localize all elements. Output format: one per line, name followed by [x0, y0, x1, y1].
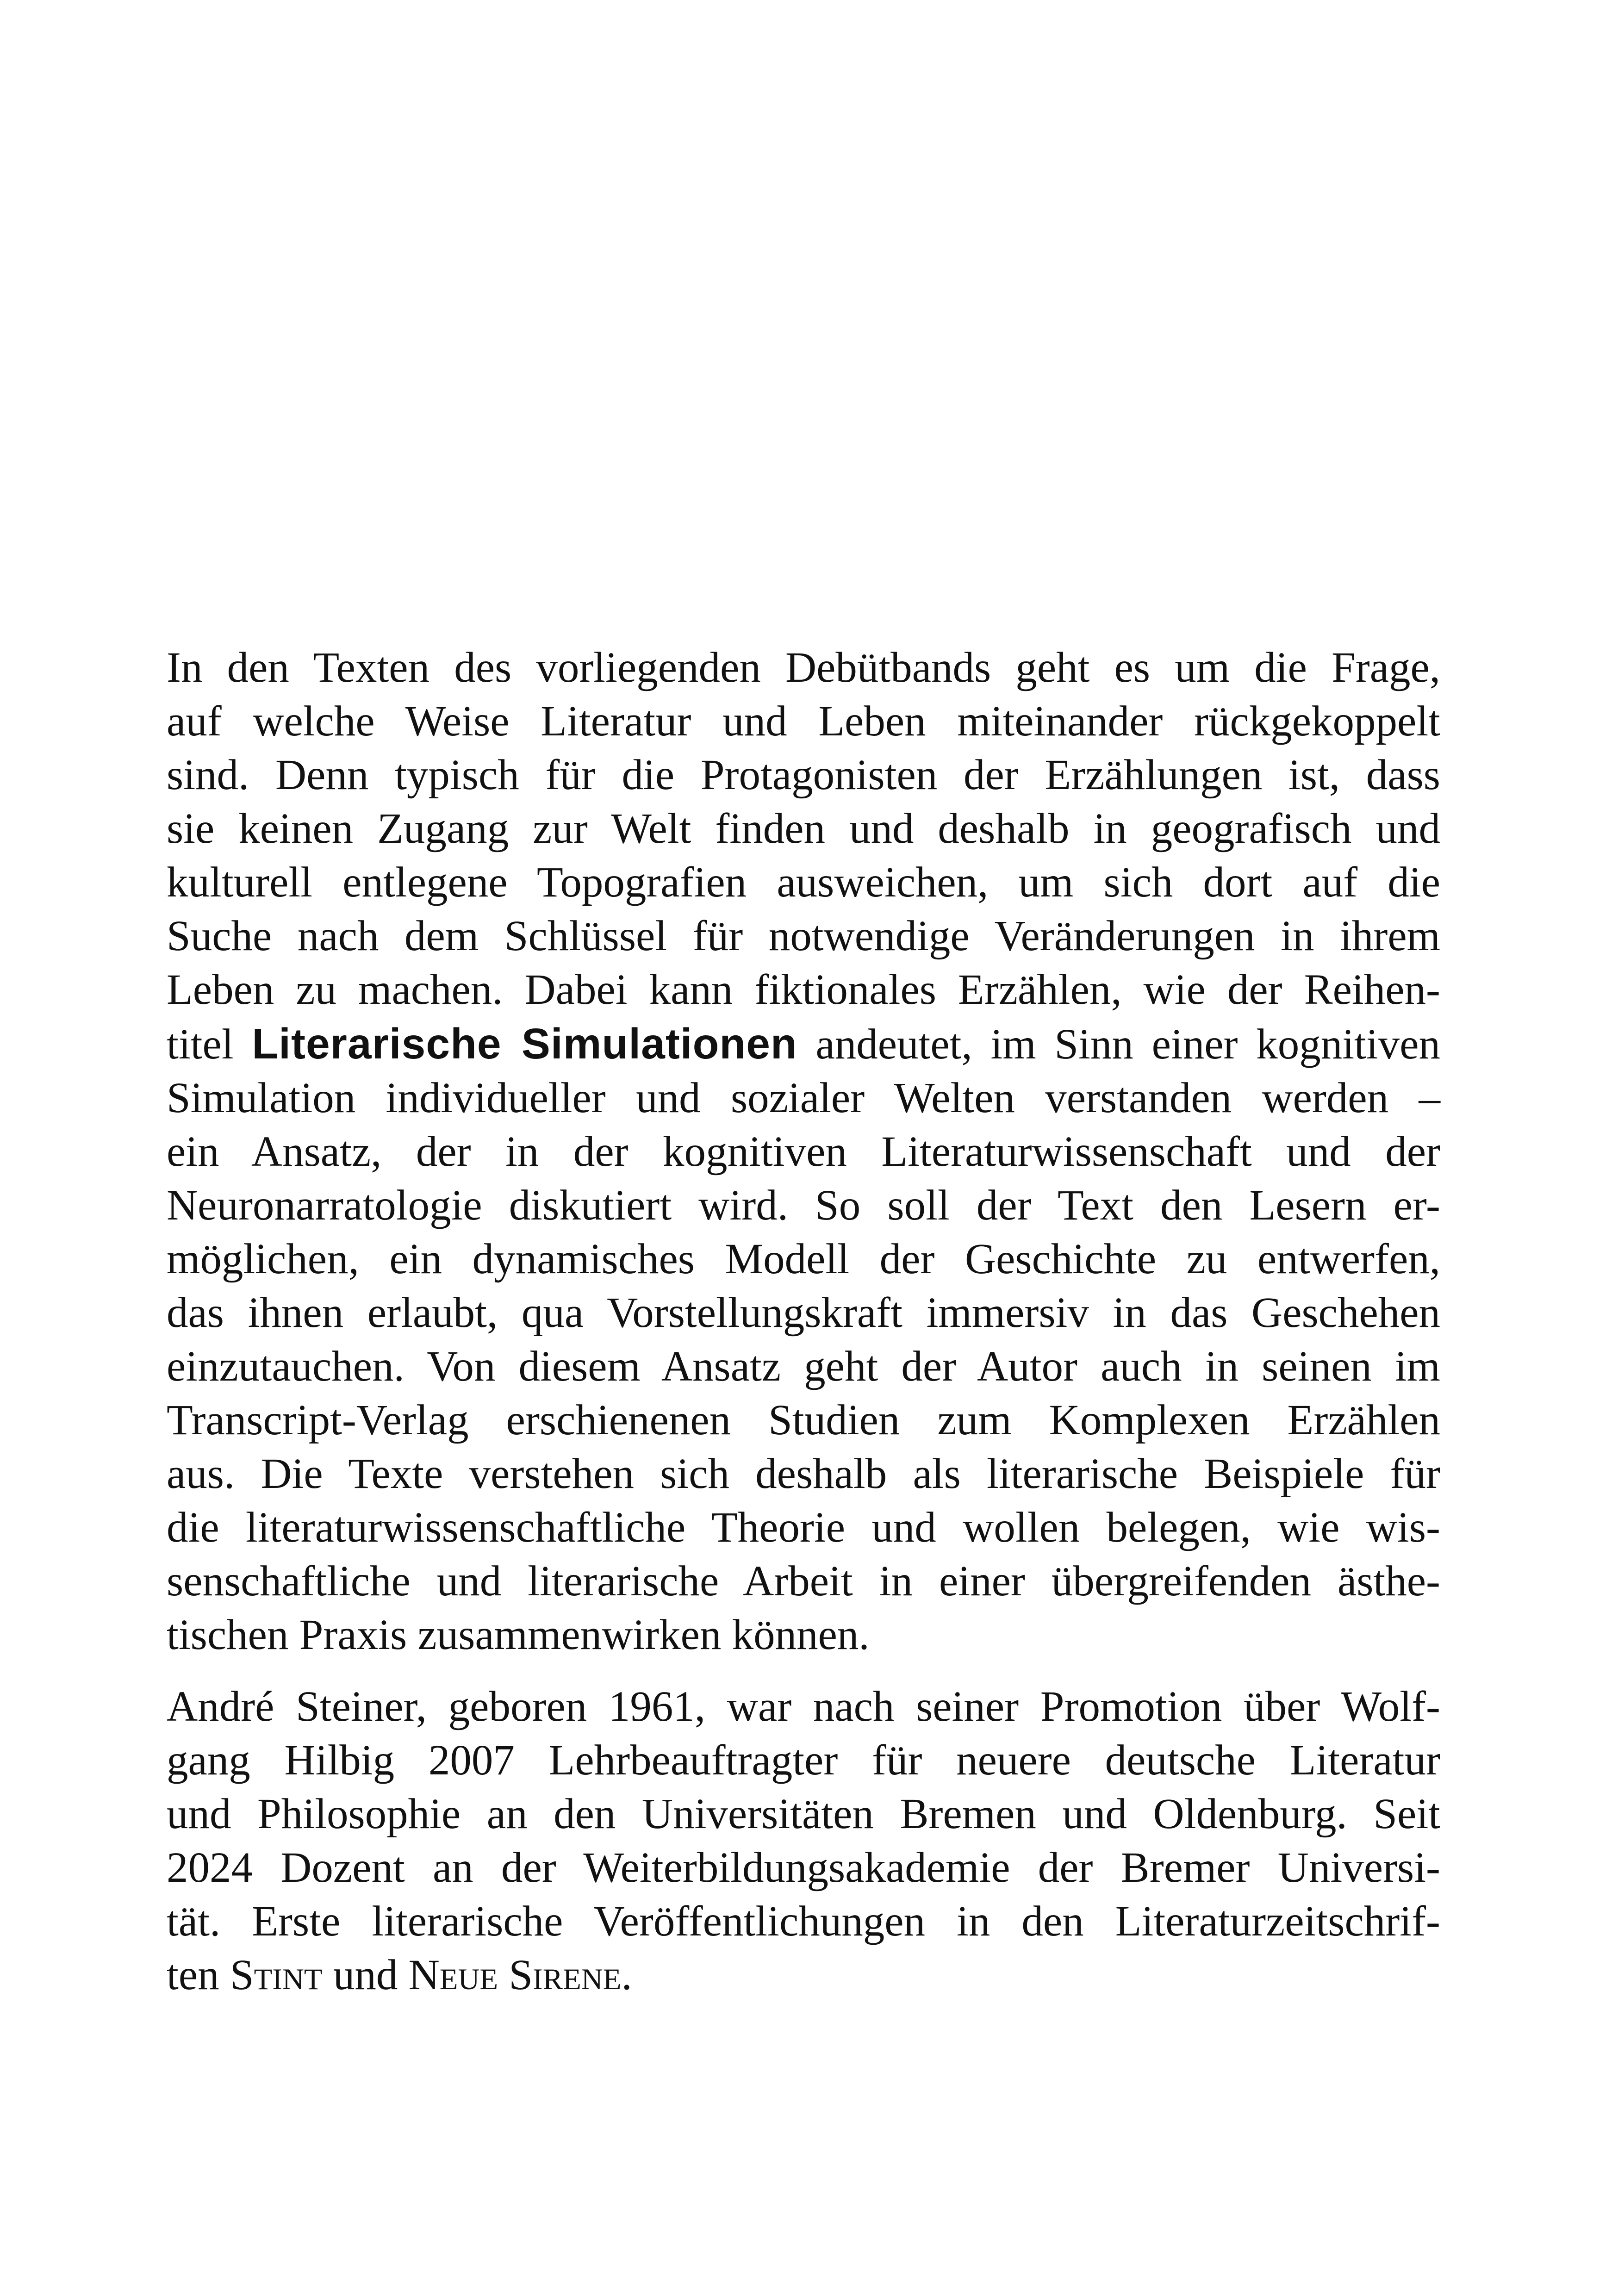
text-line: sie keinen Zugang zur Welt finden und deshalb in geografisch und	[167, 805, 1440, 852]
text-line: aus. Die Texte verstehen sich deshalb als literarische Beispiele für	[167, 1450, 1440, 1498]
text-line: kulturell entlegene Topografien ausweichen, um sich dort auf die	[167, 859, 1440, 906]
text-line: auf welche Weise Literatur und Leben miteinander rückgekoppelt	[167, 697, 1440, 745]
journal-name: Stint	[230, 1951, 323, 1999]
text-line: einzutauchen. Von diesem Ansatz geht der Autor auch in seinen im	[167, 1343, 1440, 1390]
text-line: In den Texten des vorliegenden Debütbands geht es um die Frage,	[167, 644, 1440, 691]
text-line: tät. Erste literarische Veröffentlichungen in den Literaturzeitschrif-	[167, 1898, 1440, 1945]
text-line: Neuronarratologie diskutiert wird. So soll der Text den Lesern er-	[167, 1182, 1440, 1229]
text-line: die literaturwissenschaftliche Theorie und wollen belegen, wie wis-	[167, 1504, 1440, 1551]
text-line: André Steiner, geboren 1961, war nach seiner Promotion über Wolf-	[167, 1683, 1440, 1730]
text-fragment: andeutet, im Sinn einer kognitiven	[797, 1020, 1441, 1068]
text-fragment: ten	[167, 1951, 230, 1999]
text-line: das ihnen erlaubt, qua Vorstellungskraft immersiv in das Geschehen	[167, 1289, 1440, 1337]
text-line: und Philosophie an den Universitäten Bremen und Oldenburg. Seit	[167, 1790, 1440, 1838]
text-line: Suche nach dem Schlüssel für notwendige Veränderungen in ihrem	[167, 912, 1440, 960]
author-bio-paragraph	[167, 1680, 1440, 2002]
text-fragment: und	[322, 1951, 409, 1999]
text-fragment: .	[621, 1951, 632, 1999]
text-line: 2024 Dozent an der Weiterbildungsakademie der Bremer Universi-	[167, 1844, 1440, 1892]
text-fragment: titel	[167, 1020, 252, 1068]
text-line	[167, 1948, 1440, 2002]
journal-name: Neue Sirene	[408, 1951, 622, 1999]
description-paragraph	[167, 641, 1440, 1662]
text-line: Transcript-Verlag erschienenen Studien zum Komplexen Erzählen	[167, 1396, 1440, 1444]
text-line: tischen Praxis zusammenwirken können.	[167, 1611, 870, 1659]
text-line: Leben zu machen. Dabei kann fiktionales Erzählen, wie der Reihen-	[167, 966, 1440, 1014]
text-line: Simulation individueller und sozialer Welten verstanden werden –	[167, 1074, 1440, 1122]
text-line: ein Ansatz, der in der kognitiven Literaturwissenschaft und der	[167, 1128, 1440, 1176]
series-title: Literarische Simulationen	[252, 1020, 797, 1068]
text-line: senschaftliche und literarische Arbeit in einer übergreifenden ästhe-	[167, 1557, 1440, 1605]
text-line: möglichen, ein dynamisches Modell der Geschichte zu entwerfen,	[167, 1235, 1440, 1283]
text-line: gang Hilbig 2007 Lehrbeauftragter für neuere deutsche Literatur	[167, 1736, 1440, 1784]
text-line: sind. Denn typisch für die Protagonisten der Erzählungen ist, dass	[167, 751, 1440, 799]
text-line	[167, 1017, 1440, 1071]
